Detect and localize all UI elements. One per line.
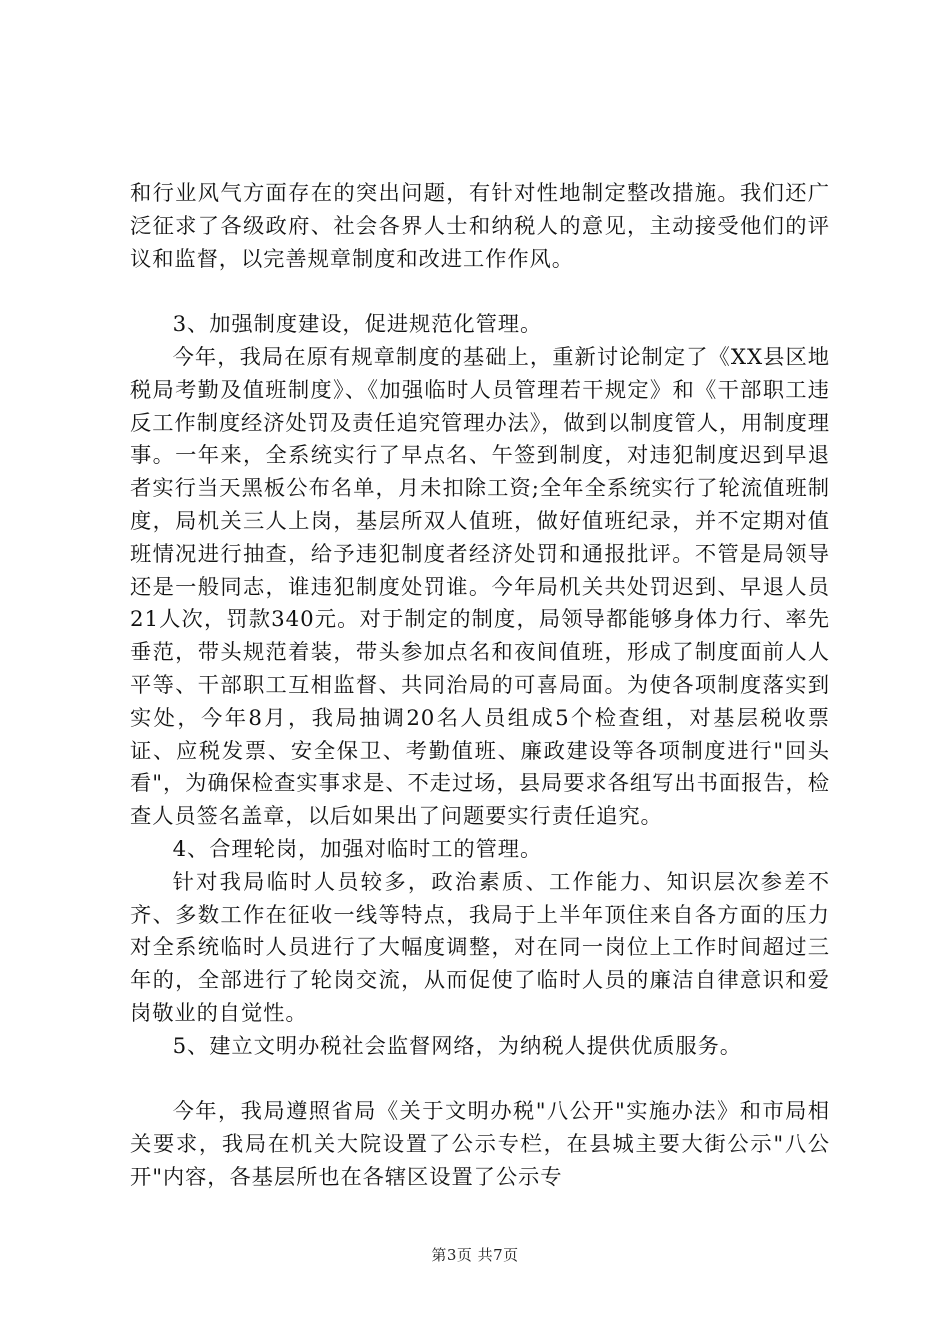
page-number-footer: 第3页 共7页 — [431, 1246, 519, 1264]
paragraph-gap — [130, 1064, 830, 1097]
paragraph-regulations: 今年，我局在原有规章制度的基础上，重新讨论制定了《XX县区地税局考勤及值班制度》、《加强临时人员管理若干规定》和《干部职工违反工作制度经济处罚及责任追究管理办法》，做到以制度管人，用制度理事。一年来，全系统实行了早点名、午签到制度，对违犯制度迟到早退者实行当天黑板公布名单，月未扣除工资;全年全系统实行了轮流值班制度，局机关三人上岗，基层所双人值班，做好值班纪录，并不定期对值班情况进行抽查，给予违犯制度者经济处罚和通报批评。不管是局领导还是一般同志，谁违犯制度处罚谁。今年局机关共处罚迟到、早退人员21人次，罚款340元。对于制定的制度，局领导都能够身体力行、率先垂范，带头规范着装，带头参加点名和夜间值班，形成了制度面前人人平等、干部职工互相监督、共同治局的可喜局面。为使各项制度落实到实处，今年8月，我局抽调20名人员组成5个检查组，对基层税收票证、应税发票、安全保卫、考勤值班、廉政建设等各项制度进行"回头看"，为确保检查实事求是、不走过场，县局要求各组写出书面报告，检查人员签名盖章，以后如果出了问题要实行责任追究。 — [130, 344, 830, 830]
paragraph-disclosure: 今年，我局遵照省局《关于文明办税"八公开"实施办法》和市局相关要求，我局在机关大院设置了公示专栏，在县城主要大街公示"八公开"内容，各基层所也在各辖区设置了公示专 — [130, 1099, 830, 1190]
paragraph-gap — [130, 276, 830, 309]
paragraph-rotation: 针对我局临时人员较多，政治素质、工作能力、知识层次参差不齐、多数工作在征收一线等特点，我局于上半年顶住来自各方面的压力对全系统临时人员进行了大幅度调整，对在同一岗位上工作时间超过三年的，全部进行了轮岗交流，从而促使了临时人员的廉洁自律意识和爱岗敬业的自觉性。 — [130, 869, 830, 1026]
section-heading-4: 4、合理轮岗，加强对临时工的管理。 — [172, 836, 543, 862]
paragraph-continued: 和行业风气方面存在的突出问题，有针对性地制定整改措施。我们还广泛征求了各级政府、社会各界人士和纳税人的意见，主动接受他们的评议和监督，以完善规章制度和改进工作作风。 — [130, 181, 830, 272]
section-heading-5: 5、建立文明办税社会监督网络，为纳税人提供优质服务。 — [172, 1033, 742, 1059]
document-body — [130, 178, 830, 1195]
section-heading-3: 3、加强制度建设，促进规范化管理。 — [172, 312, 543, 338]
